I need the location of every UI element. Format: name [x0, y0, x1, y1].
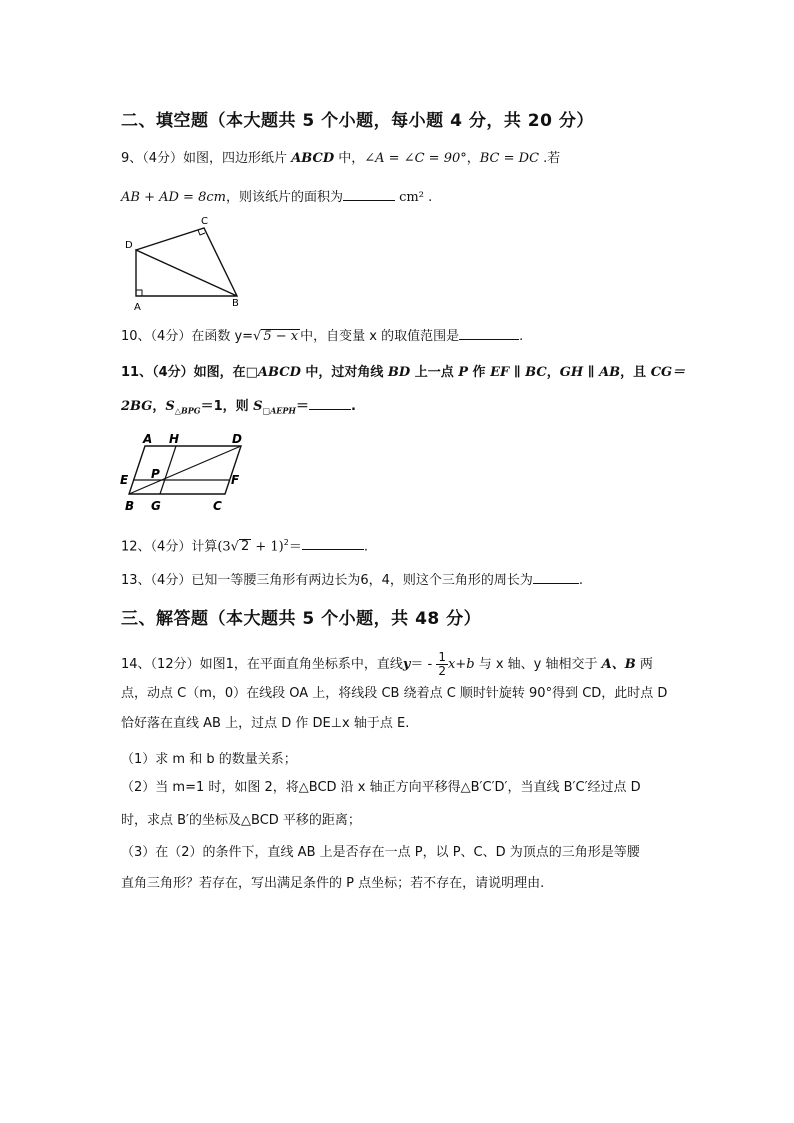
q11-parallelogram-figure [115, 428, 255, 518]
q11-s1: S [165, 399, 175, 414]
q10-answer-blank[interactable] [459, 327, 519, 340]
q9-period: . [423, 190, 433, 205]
q11-prefix: 11、（4分）如图，在 [121, 365, 246, 380]
q11-label-p: P [151, 467, 160, 481]
question-14-part-2-line-1: （2）当 m=1 时，如图 2，将△BCD 沿 x 轴正方向平移得△B′C′D′，当直线 B′C′经过点 D [121, 780, 641, 795]
q9-text: ，则该纸片的面积为 [225, 190, 343, 205]
q14-l1-a: 14、（12分）如图1，在平面直角坐标系中，直线 [121, 657, 403, 672]
q9-label-d: D [125, 240, 133, 251]
q11-s2: S [253, 399, 263, 414]
q12-prefix: 12、（4分）计算 [121, 539, 218, 555]
q9-sep: ， [466, 151, 480, 166]
question-14-part-3-line-2: 直角三角形？若存在，写出满足条件的 P 点坐标；若不存在，请说明理由. [121, 876, 545, 891]
q9-quadrilateral-shape [136, 228, 237, 296]
q11-diagonal-bd [129, 446, 241, 494]
q11-comma: ， [546, 365, 560, 380]
q9-abcd: ABCD [291, 151, 335, 166]
q14-x: x+b [448, 657, 475, 672]
q9-expr: AB + AD = 8cm [121, 190, 226, 205]
q11-bd: BD [387, 365, 411, 380]
q12-expr-b: + 1) [251, 539, 284, 555]
question-14-line-3: 恰好落在直线 AB 上，过点 D 作 DE⊥x 轴于点 E. [121, 716, 410, 731]
q11-2bg: 2BG [121, 399, 153, 414]
q10-radicand: 5 − x [263, 329, 299, 344]
q14-ab: A、B [601, 657, 636, 672]
q11-label-b: B [125, 499, 135, 513]
q11-parallelogram: □ABCD [245, 365, 301, 380]
q11-cg: CG＝ [650, 365, 686, 380]
q11-b: 上一点 [410, 365, 459, 380]
q9-mid: 中， [334, 151, 365, 166]
q12-exponent: 2 [283, 538, 289, 547]
question-11-line-2 [121, 397, 356, 419]
q11-a: 中，过对角线 [300, 365, 388, 380]
q11-p: P [458, 365, 469, 380]
q9-answer-blank[interactable] [343, 188, 395, 201]
question-14-line-2: 点，动点 C（m，0）在线段 OA 上，将线段 CB 绕着点 C 顺时针旋转 90°得到 CD，此时点 D [121, 686, 668, 701]
q12-period: . [363, 539, 368, 555]
question-14-part-3-line-1: （3）在（2）的条件下，直线 AB 上是否存在一点 P，以 P、C、D 为顶点的三角形是等腰 [121, 845, 640, 860]
q14-l1-c: 两 [635, 657, 653, 672]
q11-label-a: A [143, 432, 153, 446]
q11-line-gh [160, 446, 176, 494]
q9-right-angle-c [198, 230, 205, 235]
q14-y: y [402, 657, 411, 672]
question-9-line-1 [121, 151, 560, 167]
q11-label-d: D [232, 432, 242, 446]
q13-period: . [578, 573, 583, 588]
q11-answer-blank[interactable] [309, 397, 351, 410]
q11-s1-sub: △BPG [174, 405, 201, 416]
section-3-heading: 三、解答题（本大题共 5 个小题，共 48 分） [121, 609, 482, 629]
question-10: 10、（4分）在函数 y=√ 5 − x 中，自变量 x 的取值范围是 . [121, 329, 524, 344]
q12-eq: ＝ [288, 539, 302, 555]
q11-label-f: F [231, 473, 240, 487]
question-9-line-2 [121, 188, 432, 206]
q10-prefix: 10、（4分）在函数 y= [121, 329, 254, 344]
question-14-part-1: （1）求 m 和 b 的数量关系； [121, 752, 297, 767]
q11-period: . [350, 399, 356, 414]
q11-label-g: G [151, 499, 161, 513]
question-14-line-1 [121, 651, 653, 678]
q9-label-b: B [232, 298, 239, 309]
q9-quadrilateral-figure [120, 210, 250, 315]
q14-fraction [436, 651, 448, 678]
q11-label-e: E [120, 473, 129, 487]
q14-frac-den: 2 [438, 664, 447, 678]
q9-label-a: A [134, 302, 141, 313]
q12-radicand: 2 [240, 539, 250, 555]
question-14-part-2-line-2: 时，求点 B′的坐标及△BCD 平移的距离； [121, 813, 361, 828]
q9-label-c: C [201, 216, 208, 227]
q14-eq: ＝ - [410, 657, 437, 672]
q9-angles: ∠A = ∠C = 90° [364, 151, 467, 166]
q9-unit: cm² [399, 190, 424, 205]
q12-answer-blank[interactable] [302, 537, 364, 550]
q10-suffix: 中，自变量 x 的取值范围是 [300, 329, 460, 344]
question-12: 12、（4分）计算(3√ 2 + 1)$^2$＝ . [121, 538, 368, 555]
question-13 [121, 571, 583, 589]
q10-period: . [519, 329, 524, 344]
q11-eq1: ＝1，则 [200, 399, 254, 414]
q11-d: ，且 [620, 365, 651, 380]
q11-ef: EF ∥ BC [490, 365, 547, 380]
q9-prefix: 9、（4分）如图，四边形纸片 [121, 151, 292, 166]
q9-right-angle-a [136, 290, 142, 296]
q9-sides: BC = DC [479, 151, 540, 166]
q11-c: 作 [468, 365, 491, 380]
q13-answer-blank[interactable] [533, 571, 579, 584]
q11-s2-sub: □AEPH [262, 405, 296, 416]
q11-label-h: H [169, 432, 180, 446]
q13-text: 13、（4分）已知一等腰三角形有两边长为6，4，则这个三角形的周长为 [121, 573, 533, 588]
q11-label-c: C [213, 499, 222, 513]
question-11-line-1 [121, 365, 685, 381]
q11-comma-2: ， [152, 399, 166, 414]
section-2-heading: 二、填空题（本大题共 5 个小题，每小题 4 分，共 20 分） [121, 111, 594, 131]
q12-expr-a: (3 [217, 539, 231, 555]
q11-eq2: ＝ [295, 399, 309, 414]
q14-frac-num: 1 [438, 650, 447, 664]
q9-end: .若 [539, 151, 561, 166]
q14-l1-b: 与 x 轴、y 轴相交于 [474, 657, 602, 672]
q11-gh: GH ∥ AB [559, 365, 621, 380]
